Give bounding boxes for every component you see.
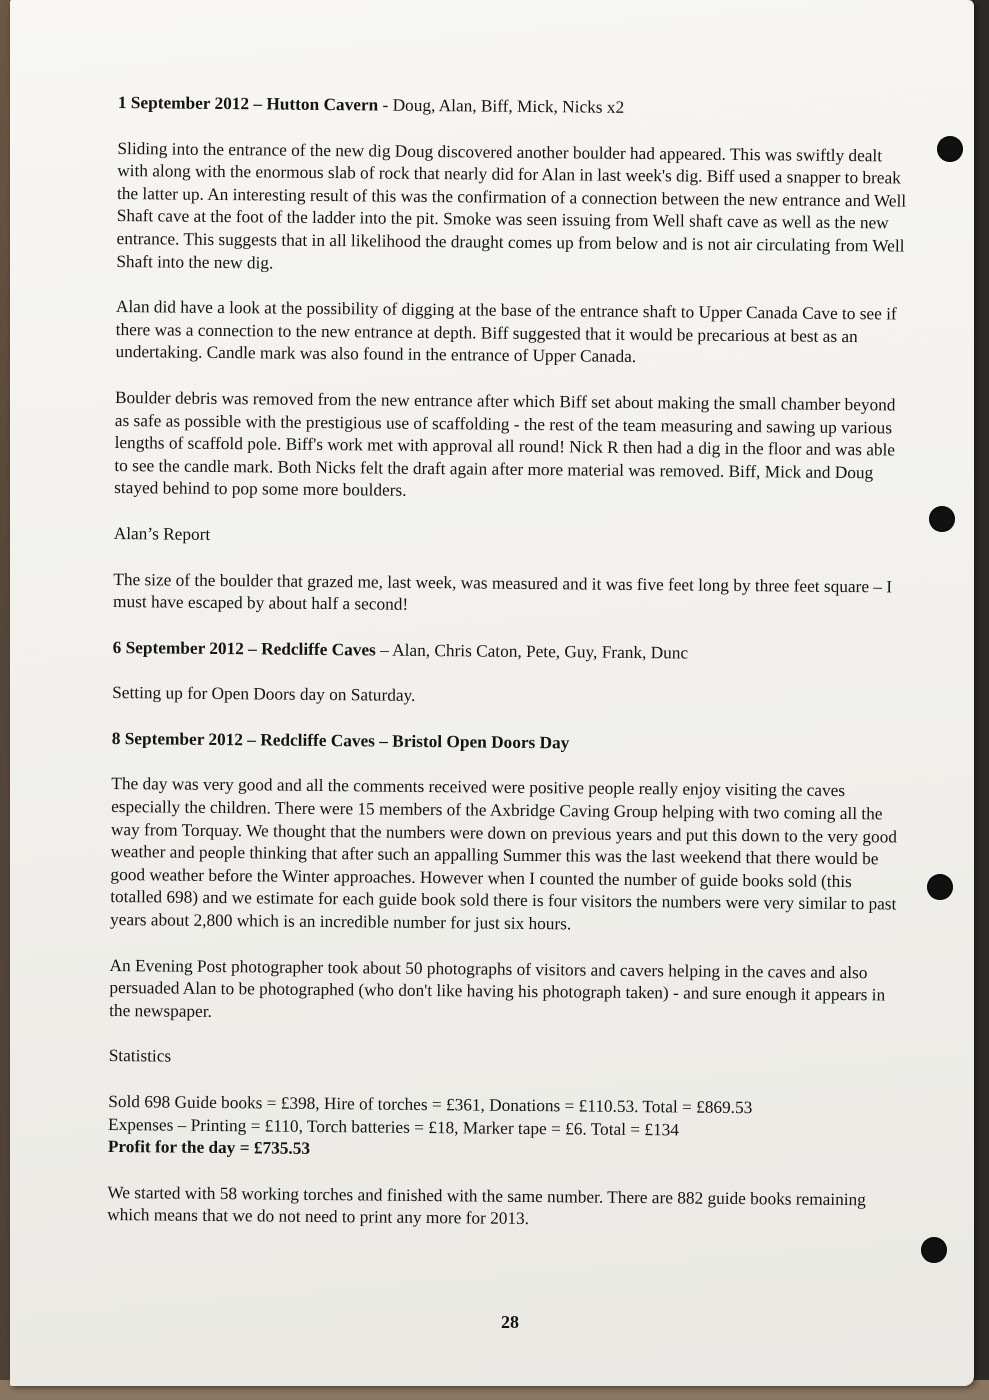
page-content (107, 92, 908, 1257)
paragraph: An Evening Post photographer took about 50 photographs of visitors and cavers helping in the caves and also persuaded Alan to be photographed (who don't like having his photograph taken) - and sure enough it appears in the newspaper. (109, 955, 886, 1021)
subheading: Alan’s Report (113, 523, 211, 544)
entry-heading-3 (112, 728, 902, 758)
entry-date: 6 September 2012 (112, 637, 244, 658)
statistics-block (108, 1091, 899, 1166)
entry-heading-2 (113, 637, 903, 667)
paragraph: We started with 58 working torches and finished with the same number. There are 882 guide books remaining which means that we do not need to print any more for 2013. (107, 1182, 866, 1229)
entry-place: Redcliffe Caves (261, 639, 376, 660)
punch-hole-3 (927, 874, 953, 900)
paragraph: The size of the boulder that grazed me, last week, was measured and it was five feet long by three feet square – I must have escaped by about half a second! (113, 569, 893, 614)
paragraph: Sliding into the entrance of the new dig Doug discovered another boulder had appeared. This was swiftly dealt with along with the enormous slab of rock that nearly did for Alan in last week's dig. Biff used a snapper to break the latter up. An interesting result of this was the confirmation of a connection between the new entrance and Well Shaft cave at the foot of the ladder into the pit. Smoke was seen issuing from Well shaft cave as well as the new entrance. This suggests that in all likelihood the draught comes up from below and is not air circulating from Well Shaft into the new dig. (116, 138, 907, 273)
stats-profit-line: Profit for the day = £735.53 (107, 1137, 311, 1159)
entry-date: 1 September 2012 (117, 92, 250, 114)
paragraph: Boulder debris was removed from the new entrance after which Biff set about making the small chamber beyond as safe as possible with the prestigious use of scaffolding - the rest of the team measuring and sawing up various lengths of scaffold pole. Biff's work met with approval all round! Nick R then had a dig in the floor and was able to see the candle mark. Both Nicks felt the draft again after more material was removed. Biff, Mick and Doug stayed behind to pop some more boulders. (114, 387, 896, 501)
entry-place: Hutton Cavern (266, 94, 379, 115)
punch-hole-2 (929, 506, 955, 532)
entry-attendees: - Doug, Alan, Biff, Mick, Nicks x2 (378, 95, 625, 117)
punch-hole-1 (937, 136, 963, 162)
punch-hole-4 (921, 1237, 947, 1263)
entry-attendees: – Alan, Chris Caton, Pete, Guy, Frank, Dunc (375, 640, 689, 663)
stats-sold-line: Sold 698 Guide books = £398, Hire of torches = £361, Donations = £110.53. Total = £869.53 (108, 1091, 753, 1118)
entry-separator: – (243, 638, 262, 659)
background-edge-right (972, 0, 989, 1400)
entry-place: Redcliffe Caves – Bristol Open Doors Day (260, 730, 570, 753)
entry-separator: – (249, 94, 267, 114)
subheading: Statistics (108, 1046, 172, 1066)
paragraph: Alan did have a look at the possibility of digging at the base of the entrance shaft to Upper Canada Cave to see if there was a connection to the new entrance at depth. Biff suggested that it would be precarious at best as an undertaking. Candle mark was also found in the entrance of Upper Canada. (115, 297, 897, 367)
entry-date: 8 September 2012 (111, 728, 244, 750)
paragraph: Setting up for Open Doors day on Saturday. (112, 683, 416, 706)
entry-separator: – (242, 730, 261, 750)
stats-expenses-line: Expenses – Printing = £110, Torch batteries = £18, Marker tape = £6. Total = £134 (108, 1114, 680, 1140)
page-number: 28 (501, 1312, 519, 1332)
paragraph: The day was very good and all the comments received were positive people really enjoy visiting the caves especially the children. There were 15 members of the Axbridge Caving Group helping with two coming all the way from Torquay. We thought that the numbers were down on previous years and put this down to the very good weather and people thinking that after such an appalling Summer this was the last weekend that there would be good weather before the Winter approaches. However when I counted the number of guide books sold (this totalled 698) and we estimate for each guide book sold there is four visitors the numbers were very similar to past years about 2,800 which is an incredible number for just six hours. (109, 774, 898, 934)
